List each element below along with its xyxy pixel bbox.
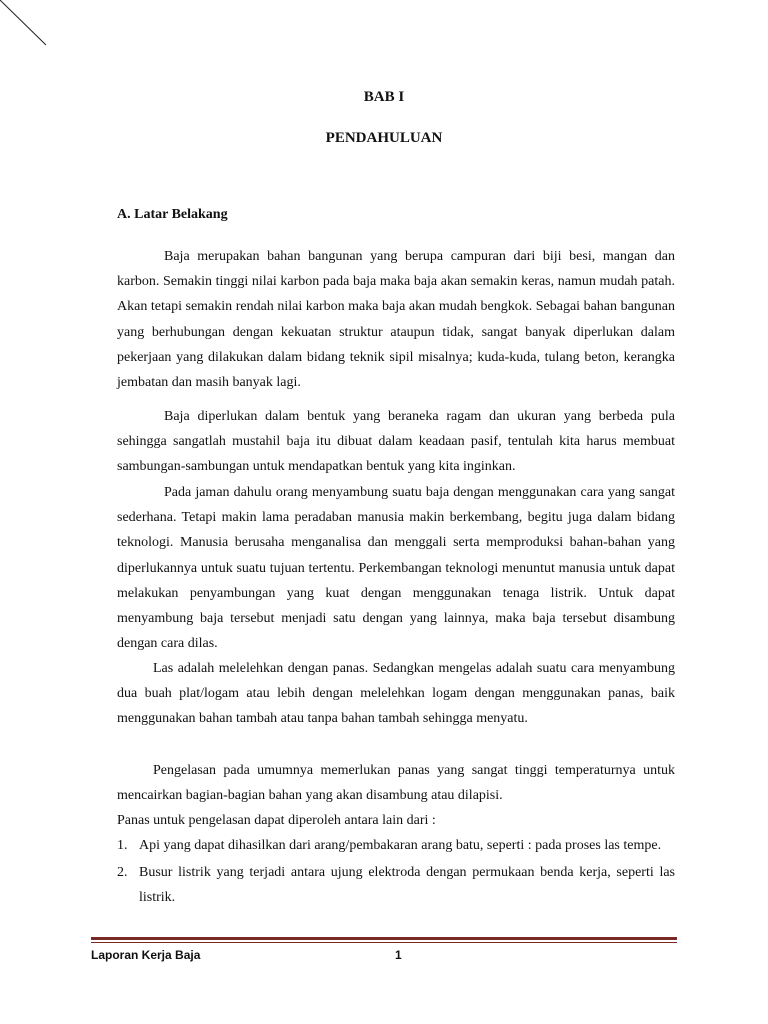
footer-divider [91, 937, 677, 945]
paragraph-3: Pada jaman dahulu orang menyambung suatu baja dengan menggunakan cara yang sangat sederhana. Tetapi makin lama peradaban manusia makin berkembang, begitu juga dalam bidang teknologi. Manusia berusaha menganalisa dan menggali serta memproduksi bahan-bahan yang diperlukannya untuk suatu tujuan tertentu. Perkembangan teknologi menuntut manusia untuk dapat melakukan penyambungan yang kuat dengan menggunakan tenaga listrik. Untuk dapat menyambung baja tersebut menjadi satu dengan yang lainnya, maka baja tersebut disambung dengan cara dilas. [117, 485, 675, 652]
paragraph-4: Las adalah melelehkan dengan panas. Sedangkan mengelas adalah suatu cara menyambung dua buah plat/logam atau lebih dengan melelehkan logam dengan menggunakan panas, baik menggunakan bahan tambah atau tanpa bahan tambah sehingga menyatu. [117, 661, 675, 727]
list-item-text: Api yang dapat dihasilkan dari arang/pembakaran arang batu, seperti : pada proses las tempe. [139, 838, 662, 853]
list-marker: 1. [117, 838, 128, 853]
section-heading: A. Latar Belakang [117, 207, 228, 222]
list-marker: 2. [117, 865, 128, 880]
footer-title: Laporan Kerja Baja [91, 948, 201, 962]
paragraph-2: Baja diperlukan dalam bentuk yang beraneka ragam dan ukuran yang berbeda pula sehingga sangatlah mustahil baja itu dibuat dalam keadaan pasif, tentulah kita harus membuat sambungan-sambungan untuk mendapatkan bentuk yang kita inginkan. [117, 409, 675, 475]
heat-source-list [117, 833, 675, 912]
list-item-text: Busur listrik yang terjadi antara ujung elektroda dengan permukaan benda kerja, seperti las listrik. [139, 865, 675, 905]
list-item [117, 833, 675, 858]
list-item [117, 860, 675, 910]
paragraph-6: Panas untuk pengelasan dapat diperoleh antara lain dari : [117, 813, 436, 828]
chapter-title: PENDAHULUAN [325, 130, 443, 146]
paragraph-5: Pengelasan pada umumnya memerlukan panas yang sangat tinggi temperaturnya untuk mencairkan bagian-bagian bahan yang akan disambung atau dilapisi. [117, 763, 675, 804]
footer-divider-thick [91, 937, 677, 940]
paragraph-1: Baja merupakan bahan bangunan yang berupa campuran dari biji besi, mangan dan karbon. Semakin tinggi nilai karbon pada baja maka baja akan semakin keras, namun mudah patah. Akan tetapi semakin rendah nilai karbon maka baja akan mudah bengkok. Sebagai bahan bangunan yang berhubungan dengan kekuatan struktur ataupun tidak, sangat banyak diperlukan dalam pekerjaan yang dilakukan dalam bidang teknik sipil misalnya; kuda-kuda, tulang beton, kerangka jembatan dan masih banyak lagi. [117, 249, 675, 391]
page-number: 1 [395, 948, 402, 962]
page-corner-fold-line [0, 0, 60, 60]
footer-divider-thin [91, 942, 677, 943]
chapter-number: BAB I [363, 89, 405, 105]
